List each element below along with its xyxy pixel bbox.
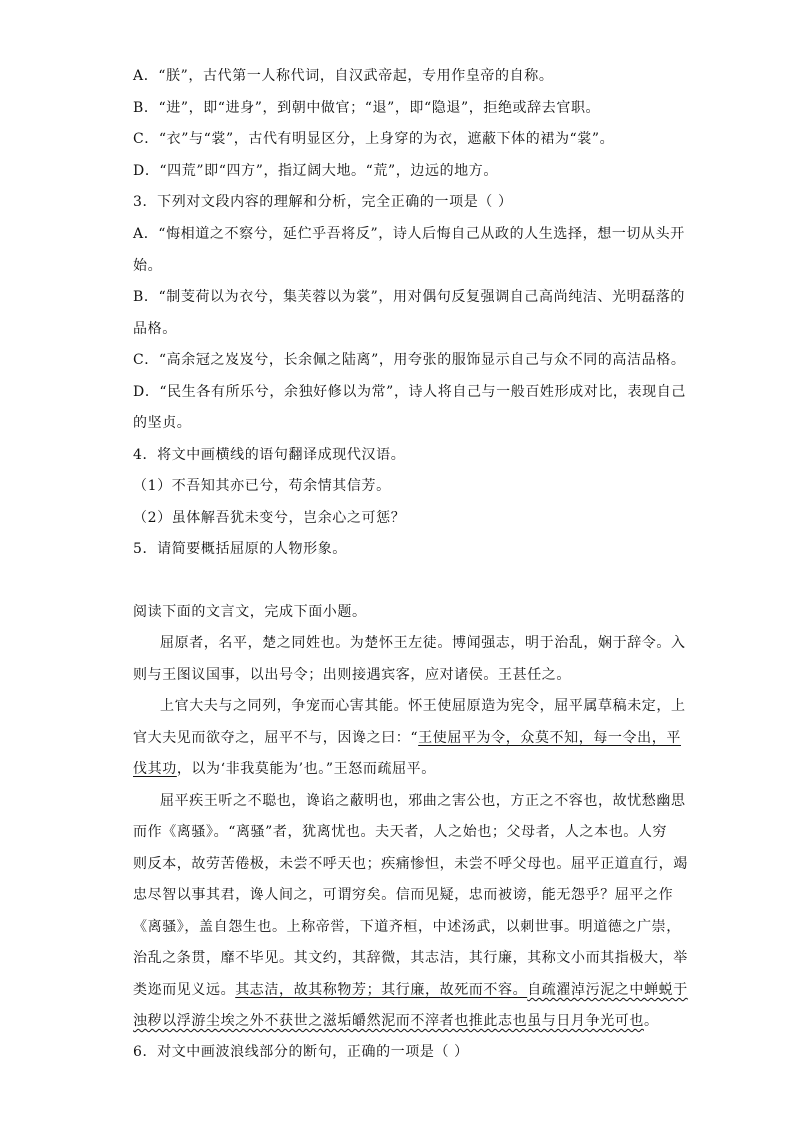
q4-sentence-2: （2）虽体解吾犹未变兮，岂余心之可惩？: [133, 510, 406, 526]
q3-option-a: A．“悔相道之不察兮，延伫乎吾将反”，诗人后悔自己从政的人生选择，想一切从头开: [133, 226, 685, 242]
wavy-underlined-text-cont: 浊秽以浮游尘埃之外不获世之滋垢皭然泥而不滓者也推此志也虽与日月争光可也: [133, 1013, 644, 1029]
q3-option-c: C．“高余冠之岌岌兮，长余佩之陆离”，用夸张的服饰显示自己与众不同的高洁品格。: [133, 352, 686, 368]
q2-option-b: B．“进”，即“进身”，到朝中做官；“退”，即“隐退”，拒绝或辞去官职。: [133, 100, 601, 116]
underlined-sentence: 王使屈平为令，众莫不知，每一令出，平: [418, 730, 681, 746]
q2-option-a: A．“朕”，古代第一人称代词，自汉武帝起，专用作皇帝的自称。: [133, 68, 554, 84]
underlined-sentence-cont: 伐其功: [133, 761, 177, 777]
q4-sentence-1: （1）不吾知其亦已兮，苟余情其信芳。: [133, 478, 391, 494]
passage-p3-line2: 而作《离骚》。“离骚”者，犹离忧也。夫天者，人之始也；父母者，人之本也。人穷: [133, 824, 668, 840]
q3-option-b-cont: 品格。: [133, 321, 177, 337]
passage-p1-line2: 则与王图议国事，以出号令；出则接遇宾客，应对诸侯。王甚任之。: [133, 667, 571, 683]
passage-p3-line8: 浊秽以浮游尘埃之外不获世之滋垢皭然泥而不滓者也推此志也虽与日月争光可也。: [133, 1013, 659, 1029]
underlined-sentence-2: 其志洁，故其称物芳；其行廉，故死而不容。: [235, 982, 528, 998]
reading-intro: 阅读下面的文言文，完成下面小题。: [133, 604, 367, 620]
passage-p2-line3: 伐其功，以为‘非我莫能为’也。”王怒而疏屈平。: [133, 761, 436, 777]
passage-p3-line1: 屈平疾王听之不聪也，谗谄之蔽明也，邪曲之害公也，方正之不容也，故忧愁幽思: [160, 793, 686, 809]
q5-stem: 5．请简要概括屈原的人物形象。: [133, 541, 347, 557]
passage-p3-line7: 类迩而见义远。其志洁，故其称物芳；其行廉，故死而不容。自疏濯淖污泥之中蝉蜕于: [133, 982, 688, 998]
passage-p3-line3: 则反本，故劳苦倦极，未尝不呼天也；疾痛惨怛，未尝不呼父母也。屈平正道直行，竭: [133, 856, 688, 872]
passage-p3-line5: 《离骚》，盖自怨生也。上称帝喾，下道齐桓，中述汤武，以刺世事。明道德之广崇，: [133, 919, 681, 935]
q3-option-b: B．“制芰荷以为衣兮，集芙蓉以为裳”，用对偶句反复强调自己高尚纯洁、光明磊落的: [133, 289, 685, 305]
passage-p3-line4: 忠尽智以事其君，谗人间之，可谓穷矣。信而见疑，忠而被谤，能无怨乎？屈平之作: [133, 887, 674, 903]
q2-option-d: D．“四荒”即“四方”，指辽阔大地。“荒”，边远的地方。: [133, 163, 498, 179]
passage-p3-line6: 治乱之条贯，靡不毕见。其文约，其辞微，其志洁，其行廉，其称文小而其指极大，举: [133, 950, 688, 966]
wavy-underlined-text: 自疏濯淖污泥之中蝉蜕于: [527, 982, 688, 998]
passage-p2-line2: 官大夫见而欲夺之，屈平不与，因谗之曰：“王使屈平为令，众莫不知，每一令出，平: [133, 730, 681, 746]
q3-option-d-cont: 的坚贞。: [133, 415, 192, 431]
q3-stem: 3．下列对文段内容的理解和分析，完全正确的一项是（ ）: [133, 194, 513, 210]
q3-option-d: D．“民生各有所乐兮，余独好修以为常”，诗人将自己与一般百姓形成对比，表现自己: [133, 384, 686, 400]
q2-option-c: C．“衣”与“裳”，古代有明显区分，上身穿的为衣，遮蔽下体的裙为“裳”。: [133, 131, 615, 147]
passage-p1-line1: 屈原者，名平，楚之同姓也。为楚怀王左徒。博闻强志，明于治乱，娴于辞令。入: [160, 635, 686, 651]
passage-p2-line1: 上官大夫与之同列，争宠而心害其能。怀王使屈原造为宪令，屈平属草稿未定，上: [160, 698, 686, 714]
q3-option-a-cont: 始。: [133, 258, 163, 274]
q6-stem: 6．对文中画波浪线部分的断句，正确的一项是（ ）: [133, 1044, 469, 1060]
q4-stem: 4．将文中画横线的语句翻译成现代汉语。: [133, 447, 406, 463]
